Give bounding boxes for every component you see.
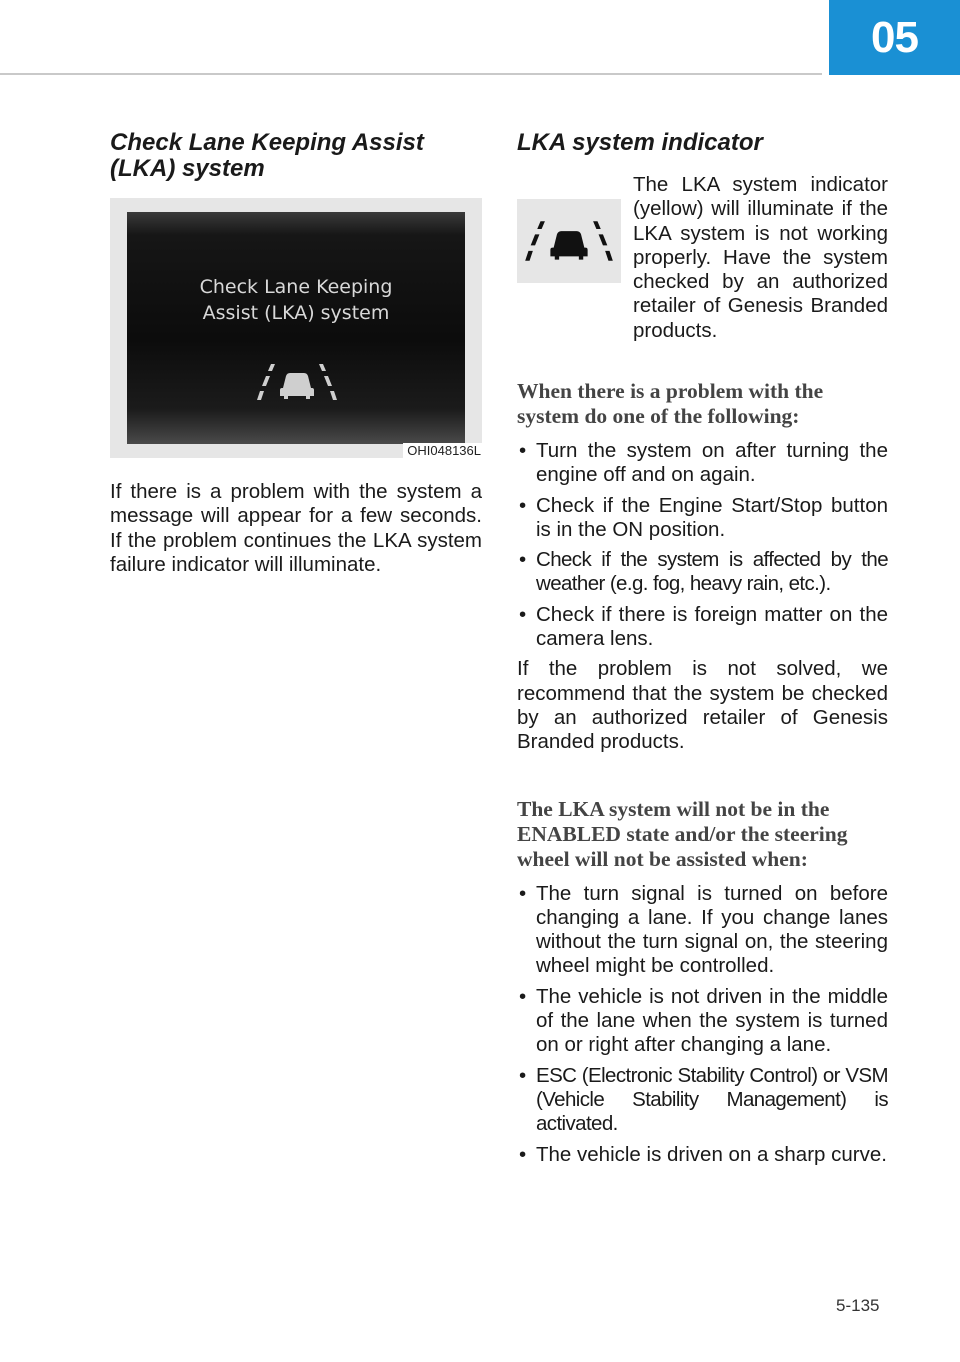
list-item: • Check if the system is affected by the weather (e.g. fog, heavy rain, etc.). <box>517 548 888 597</box>
chapter-tab: 05 <box>829 0 960 75</box>
problem-list <box>517 439 888 651</box>
lka-indicator-icon <box>523 219 615 263</box>
list-item: • The vehicle is driven on a sharp curve. <box>517 1143 888 1167</box>
cluster-display <box>127 212 465 444</box>
problem-heading: When there is a problem with the system do one of the following: <box>517 379 824 428</box>
not-enabled-list <box>517 882 888 1167</box>
cluster-message-line2: Assist (LKA) system <box>202 302 390 324</box>
cluster-message-line1: Check Lane Keeping <box>199 276 393 298</box>
left-paragraph: If there is a problem with the system a message will appear for a few seconds. If the problem continues the LKA system failure indicator will illuminate. <box>110 480 482 576</box>
list-item: • Check if there is foreign matter on the camera lens. <box>517 603 888 652</box>
list-item: • The turn signal is turned on before changing a lane. If you change lanes without the turn signal on, the steering wheel might be controlled. <box>517 882 888 979</box>
not-enabled-block <box>517 797 888 1167</box>
header-rule <box>0 73 822 75</box>
left-column <box>110 130 482 577</box>
list-item: • The vehicle is not driven in the middle of the lane when the system is turned on or right after changing a lane. <box>517 985 888 1058</box>
section-title-lka-indicator: LKA system indicator <box>517 129 763 156</box>
indicator-block <box>517 173 888 369</box>
figure-code: OHI048136L <box>403 443 482 458</box>
list-item: • ESC (Electronic Stability Control) or VSM (Vehicle Stability Management) is activated. <box>517 1064 888 1137</box>
section-title-check-lka: Check Lane Keeping Assist (LKA) system <box>110 129 424 182</box>
list-item: • Turn the system on after turning the engine off and on again. <box>517 439 888 488</box>
cluster-message <box>127 274 465 326</box>
cluster-message-figure <box>110 198 482 458</box>
not-enabled-heading: The LKA system will not be in the ENABLED state and/or the steering wheel will not be assisted when: <box>517 796 848 871</box>
right-column <box>517 130 888 1173</box>
problem-footer: If the problem is not solved, we recommend that the system be checked by an authorized retailer of Genesis Branded products. <box>517 657 888 754</box>
page-number: 5-135 <box>836 1296 880 1315</box>
indicator-description: The LKA system indicator (yellow) will illuminate if the LKA system is not working properly. Have the system checked by an authorized retailer of Genesis Branded products. <box>633 173 888 342</box>
list-item: • Check if the Engine Start/Stop button is in the ON position. <box>517 494 888 543</box>
lka-indicator-icon-box <box>517 199 621 283</box>
lka-warning-icon <box>255 362 339 402</box>
